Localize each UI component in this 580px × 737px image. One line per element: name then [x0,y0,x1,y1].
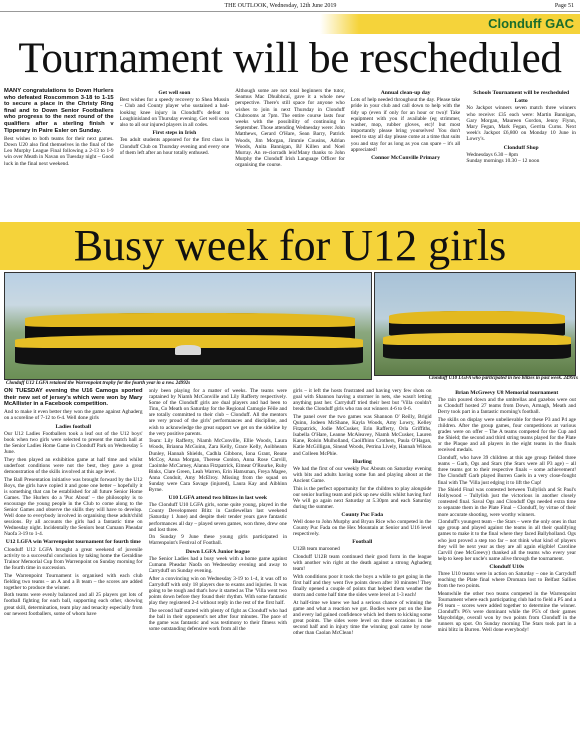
paragraph: On Sunday 9 June these young girls participated in Warrenpoint's Festival of Football. [148,534,287,547]
paragraph: only been playing for a matter of weeks. The teams were captained by Niamh McConville and Lily Rafferty respectively. Some of the Clonduff girls are dual players and had been to Tinn, Co Meath on Saturday for the Regional Camogie Féile and are totally committed to their club – Clonduff. All the mentors are very proud of the girls' performances and discipline, and wish to acknowledge the great support we get on the sideline by the very positive parents. [148,388,287,437]
paragraph: The rain poured down and the umbrellas and gazebos were out as Clonduff hosted 27 teams from Down, Armagh, Meath and Derry took part in a fantastic morning's football. [437,397,576,416]
paragraph: With conditions poor it took the boys a while to get going in the first half and they went five points down after 10 minutes! They finally opened a couple of points that helped them weather the storm and come half time the sides were level at 1-3 each! [293,574,432,599]
top-columns [4,88,576,220]
photo-caption-main: Clonduff U12 LGFA retained the Warrenpoint trophy for the fourth year in a row. 24992s [6,381,191,386]
signature: Connor McConville Primary [371,155,441,162]
masthead [0,0,580,12]
paragraph: Well done to John Murphy and Bryan Rice who competed in the County Puc Fada on the Hex Mountain at Senior and U16 level respectively. [293,519,432,538]
top-column-4 [351,88,461,220]
masthead-paper: THE OUTLOOK, Wednesday, 12th June 2019 [224,2,337,9]
paragraph: Meanwhile the other two teams competed in the Warrenpoint Tournament where each participating club had to field a P5 and a P6 team – scores were added together to determine the winner. Clonduff's P6's were dominant while the P5's of their games Mayobridge, overall won by two points from Clonduff in the runners up spot. On Sunday morning The Stars took part in a mini blitz in Burren. Well done everybody! [437,590,576,634]
page-number: Page 51 [554,2,574,9]
paragraph: Clonduff, who have 39 children at this age group fielded three teams – Garb, Ogs and Stars (the Stars were all P3 age) – all three teams got to their respective finals – some achievement! The Clonduff Garb played Burren Gaels in a very close-fought final with The 'Villa just edging it to lift the Cup! [437,455,576,486]
subheading: Brian McGreevy U8 Memorial tournament [455,390,559,396]
paragraph: Three U10 teams were in action on Saturday – one in Carryduff reaching the Plate final where Dromara lost to Belfast Sallies from the two points. [437,571,576,590]
subheading: Hurling [352,458,372,465]
paragraph: Lots of help needed throughout the day. Please take pride in your club and call down to help with the tidy up (even if only for an hour or two)! Take equipment with you if available (eg strimmer, washer, mop, rubber gloves, etc)! but most importantly please bring yourselves! You don't need to stay all day please come at a time that suits you and stay for as long as you can spare – it's all appreciated! [350,97,461,153]
subheading: First steps in Irish [152,130,197,137]
paragraph: The Senior Ladies had a busy week with a home game against Cumann Pheadar Naofa on Wednesday evening and away to Carryduff on Sunday evening. [148,555,287,574]
lead-paragraph: ON TUESDAY evening the U16 Camogs sported their new set of jersey's which were won by Mary McAllister in a Facebook competition. [4,388,143,408]
top-column-1 [4,88,114,220]
bottom-column-2 [149,388,288,734]
paragraph: No Jackpot winners seven match three winners who receive: £35 each were: Martin Bannigan, Gary Morgan, Maureen Gordon, Jenny Flynn, Mary Fegan, Mark Fegan, Gerrita Curns. Next week's Jackpot £6,800 on Monday 10 June in Lowry's. [466,105,576,143]
subheading: Schools Tournament will be rescheduled [473,90,570,96]
back-row-jerseys [389,311,565,324]
back-row-jerseys [25,313,355,327]
subheading: Get well soon [158,90,191,96]
paragraph: Although some are not total beginners the tutor, Seamus Mac Dhuibhcaí, gave it a whole new perspective. There's still space for anyone who wishes to join in next Thursday in Clonduff Clubrooms at 7pm. The entire course lasts four weeks with the possibility of continuing in September. Those attending Wednesday were: John Matthews, Gerard O'Hare, Sean Barry, Patrick Woods, Jim Morgan, Jimmie Cousins, Adrian Woods, Anita Bannigan, BJ Killen and Noel Murray. An re-ciorradh leis!Many thanks to John Murphy the Clonduff Irish Language Officer for organising the course. [235,88,345,169]
paragraph: The Warrenpoint Tournament is organised with each club fielding two teams – an A and a B team – the scores are added together to produce the winner. [4,572,143,591]
bottom-columns [4,388,576,734]
paragraph: Team: Lily Rafferty, Niamh McConville, Ellie Woods, Laura Woods, Brianna McGuinn, Zara Kelly, Grace Kelly, Aoibheann Dunley, Hannah Shields, Cadhla Gibbons, Iona Grant, Reane McCoy, Anna Morgan, Therese Conlon, Anna Rose Carvill, Caoimhe McCarney, Alanna Fitzpatrick, Eimear O'Rourke, Ruby Binks, Clare Green, Leah Warren, Erin Hamsman, Freya Magee, Anna Conduit, Amy McElroy. Missing from the squad on Sunday were Cara Savage (injured), Laura Kay and Aibhinn Byrne. [148,438,287,494]
trophy [175,345,201,355]
photo-caption-side: Clonduff U10 LGFA who participated in two blitzes in past week. 24991s [428,376,578,381]
paragraph: The second half started with plenty of fight as Clonduff who had the ball in their opponent's net after four minutes. The pace of the game was fantastic and was testimony to their fitness with some outstanding defensive work from all the [148,607,287,632]
subheading: Football [352,539,373,546]
paragraph: Best wishes for a speedy recovery to Shea Mussin – Club and County player who sustained a bad-looking knee injury in Clonduff's defeat to Loughinisland on Thursday evening. Get well soon also to all our injured players in all codes. [119,97,230,129]
front-row-jerseys [383,333,571,345]
paragraph: Clonduff U12B team continued their good form in the league with another win right at the death against a strong Aghaderg team! [293,554,432,573]
section-label: Clonduff GAC [488,16,574,31]
subheading: Ladies football [55,423,92,430]
feature-headline: Busy week for U12 girls [73,221,507,270]
lead-paragraph: MANY congratulations to Down Hurlers who defeated Roscommon 3-18 to 1-15 to secure a place in the Christy Ring final and to Down Senior Footballers who progress to the next round of the qualifiers after a sterling finish v Tipperary in Paire Esler on Sunday. [4,88,114,134]
paragraph: U12B team marooned [293,546,340,553]
top-column-2 [120,88,230,220]
paragraph: Ten adult students appeared for the first class in Clonduff Club on Thursday evening and every one of them left after an hour totally enthused. [119,137,230,156]
paragraph: Wednesdays 6.30 – 8pm Sunday mornings 10.30 – 12 noon [466,151,540,165]
paragraph: Clonduff U12 LGFA brought a great weekend of juvenile activity to a successful conclusion by taking home the Geraldine Trainor Memorial Cup from Warrenpoint on Sunday morning for the fourth time in succession. [4,546,143,571]
top-column-3 [235,88,345,220]
paragraph: The Clonduff U10 LGFA girls, some quite young, played in the County Development Blitz in Castlewellan last weekend (Saturday 1 June) and despite their tender years gave fantastic performances all day – played seven games, won three, drew one and lost three. [148,502,287,533]
paragraph: Best wishes to both teams for their next games. Down U20 also find themselves in the final of the Leo Murphy League Final following a 2-13 to 1-9 win over Meath in Navan on Tuesday night – Good luck in the final next weekend. [4,135,114,167]
subheading: U10 LGFA attend two blitzes in last week [168,495,268,502]
subheading: Annual clean-up day [380,90,431,96]
paragraph: The panel over the two games was Shannon O' Reilly, Brigid Quinn, Jodeen McShane, Kayla Woods, Amy Lowry, Kelley Fitzpatrick, Jodie McCusker, Erin Rafferty, Orla Griffiths, Isabella O'Hare, Leanne McAleavey, Niamh McCusker, Lauren Kane, Roisin Mulholland, Caoilfhinn Crothers, Paula O'Hagan, Katie McGilligan, Sinead Woods, Petrina Lively, Hannah Wilson and Colleen McPhie. [293,413,432,457]
subheading: County Puc Fada [341,511,384,518]
paragraph: girls – it left the hosts frustrated and having very few shots on goal with Shannon having a stormer in nets, she wasn't letting anything past her. Carryduff tried their best but 'Villa couldn't break the Clonduff girls who ran out winners 4-6 to 0-6. [293,388,432,413]
paragraph: Our U12 Ladies Footballers took a leaf out of the U12 boys' book when two girls were selected to present the match ball at the Senior Ladies Home Game in Clonduff Park on Wednesday 5 June. [4,430,143,455]
paragraph: The Shield Final was contested between Tullylish and St Paul's Hollywood – Tullylish just the victorious in another closely contested final. Saval Ogs and Clonduff Ogs needed extra time to separate them in the Plate Final – Clonduff, by virtue of their more accurate shooting, were worthy winners. [437,487,576,518]
team-photo-u12 [4,272,372,380]
paragraph: The skills on display were unbelievable for these P3 and P4 age children. After the group games, four competitions at various grades were on offer – The A teams competed for the Cup and the Shield; the second and third string teams played for the Plate or the Plaque and all players in the eight teams in the finals received medals. [437,416,576,454]
bottom-column-3 [293,388,432,734]
paragraph: After a convincing win on Wednesday 3-19 to 1-4, it was off to Carryduff with only 18 players due to exams and injuries. It was going to be tough and that's how it started as The 'Villa went two points down before they found their rhythm. With some fantastic play they registered 2-4 without reply in the rest of the first half. [148,575,287,606]
subheading: U12 LGFA win Warrenpoint tournament for fourth time [5,539,141,546]
paragraph: And to make it even better they won the game against Aghaderg on a scoreline of 7-12 to 6-4. Well done girls [4,409,143,422]
subheading: Down LGFA Junior league [185,548,250,555]
paragraph: At half-time we knew we had a serious chance of winning the game and what a reaction we got. Bodies were put on the line and every lad gained confidence which led them to kicking some great points. The sides were level on three occasions in the second half and in injury time the winning goal came by none other than Caolan McClean! [293,599,432,637]
bottom-column-1 [4,388,143,734]
team-photo-u10 [374,272,576,376]
subheading: Clonduff Shop [503,144,539,151]
subheading: Lotto [514,98,528,105]
section-ribbon [0,14,580,34]
paragraph: Clonduff's youngest team – the Stars – were the only ones in that age group and played against the teams in all their qualifying games to make it to the final where they faced Ballyholland. Ogs who just proved a step too far – not think what kind of players they will be next year as they are all again eligible! Caroline Carvill (nee McGreevy) thanked all the teams who every year help to keep her uncle's name alive through the tournament. [437,519,576,562]
paragraph: They then played an exhibition game at half time and whilst underfoot conditions were not the best, they gave a great demonstration of the skills involved at this age level. [4,456,143,475]
main-headline: Tournament will be rescheduled [18,35,562,82]
top-column-5 [466,88,576,220]
paragraph: The Ball Presentation initiative was brought forward by the U12 Boys, the girls have copied it and gone one better – hopefully it is something that can be established for all future Senior Home Games. The Hurlers do a 'Puc About' – the philosophy is to encourage the young people in the Club to come along to the Senior Games and observe the skills they will have to develop. Well done to everybody involved in organising these adult/child sessions. By all accounts the girls had a fantastic time on Wednesday night. Incidentally the Seniors beat Cumann Pheadar Naofa 3-19 to 1-4. [4,476,143,538]
paragraph: We had the first of our weekly Puc Abouts on Saturday evening with bits and adults having some fun and playing about at the Ancient Game. [293,465,432,484]
paragraph: This is the perfect opportunity for the children to play alongside our senior hurling team and pick up new skills whilst having fun! We will go again next Saturday at 5.30pm and each Saturday during the summer. [293,485,432,510]
paragraph: Both teams were evenly balanced and all 25 players got lots of football fighting for each ball, supporting each other, showing great skill, determination, team play and tenacity especially from our newest footballers, some of whom have [4,592,143,617]
subheading: Clonduff U10s [489,563,525,570]
bottom-column-4 [438,388,577,734]
photo-area [2,272,578,380]
